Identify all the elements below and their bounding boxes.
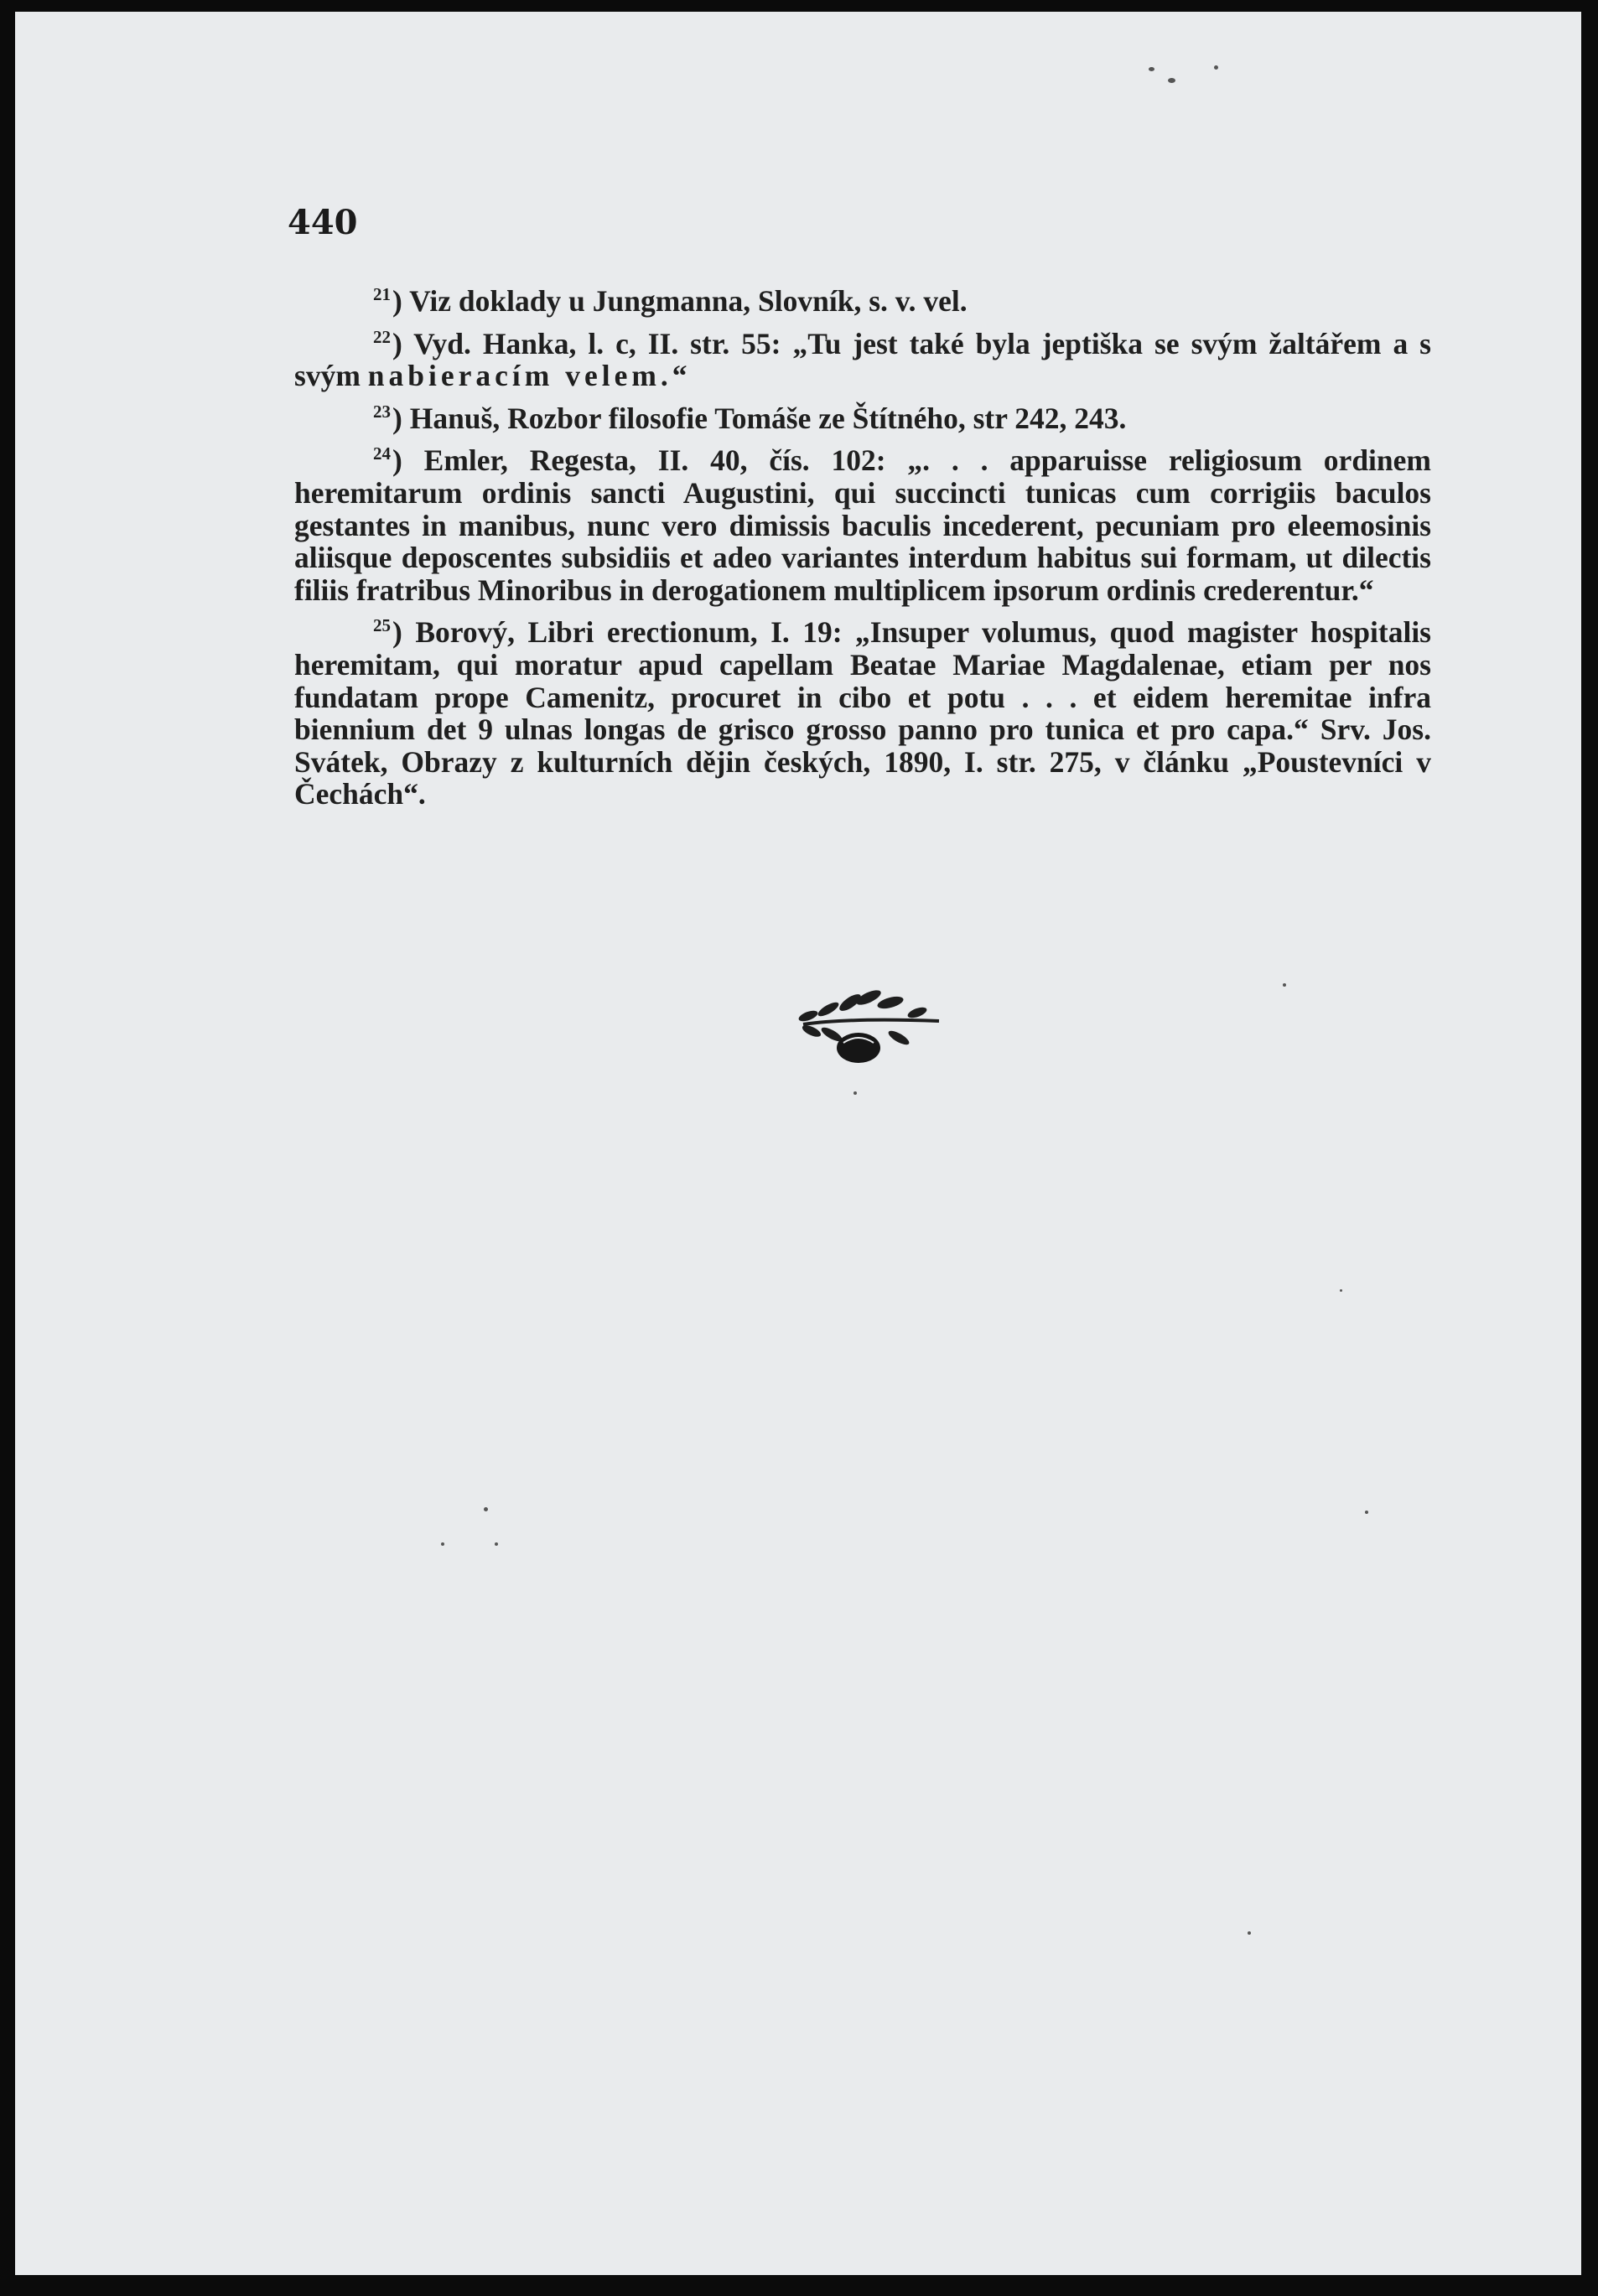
print-speck (1283, 983, 1286, 987)
footnote-mark: 21 (373, 284, 391, 304)
print-speck (441, 1542, 444, 1546)
footnote-text: Hanuš, Rozbor filosofie Tomáše ze Štítného, str 242, 243. (409, 401, 1127, 435)
print-speck (1168, 78, 1175, 83)
print-speck (1340, 1289, 1342, 1292)
leaf-branch-icon (791, 984, 942, 1068)
print-speck (853, 1091, 857, 1095)
footnote-spaced-text: nabieracím velem. (367, 359, 672, 393)
print-speck (495, 1542, 498, 1546)
print-speck (484, 1507, 488, 1511)
footnote-mark: 25 (373, 615, 391, 636)
print-speck (1365, 1511, 1368, 1514)
page-number: 440 (288, 203, 358, 242)
footnote-mark: 23 (373, 401, 391, 422)
footnote-22: $^{22}$) Vyd. Hanka, l. c, II. str. 55: „Tu jest také byla jeptiška se svým žaltářem a s svým nabieracím velem.“ (294, 326, 1431, 393)
footnote-23: $^{23}$) Hanuš, Rozbor filosofie Tomáše ze Štítného, str 242, 243. (373, 401, 1127, 435)
footnote-21: $^{21}$) Viz doklady u Jungmanna, Slovník, s. v. vel. (373, 284, 968, 318)
print-speck (1248, 1931, 1251, 1935)
footnote-mark: 24 (373, 443, 391, 464)
footnote-text: Borový, Libri erectionum, I. 19: „Insuper volumus, quod magister hospitalis heremitam, qui moratur apud capellam Beatae Mariae Magdalenae, etiam per nos fundatam prope Camenitz, procuret in cibo et potu . . . et eidem heremitae infra biennium det 9 ulnas longas de grisco grosso panno pro tunica et pro capa.“ Srv. Jos. Svátek, Obrazy z kulturních dějin českých, 1890, I. str. 275, v článku „Poustevníci v Čechách“. (294, 615, 1431, 811)
footnote-text: Emler, Regesta, II. 40, čís. 102: „. . . apparuisse religiosum ordinem heremitarum ordinis sancti Augustini, qui succincti tunicas cum corrigiis baculos gestantes in manibus, nunc vero dimissis baculis incederent, pecuniam pro eleemosinis aliisque deposcentes subsidiis et adeo variantes interdum habitus sui formam, ut dilectis filiis fratribus Minoribus in derogationem multiplicem ipsorum ordinis crederentur.“ (294, 443, 1431, 607)
footnote-mark: 22 (373, 326, 391, 347)
print-speck (1149, 67, 1154, 71)
print-speck (1214, 65, 1218, 70)
footnote-25: $^{25}$) Borový, Libri erectionum, I. 19: „Insuper volumus, quod magister hospitalis heremitam, qui moratur apud capellam Beatae Mariae Magdalenae, etiam per nos fundatam prope Camenitz, procuret in cibo et potu . . . et eidem heremitae infra biennium det 9 ulnas longas de grisco grosso panno pro tunica et pro capa.“ Srv. Jos. Svátek, Obrazy z kulturních dějin českých, 1890, I. str. 275, v článku „Poustevníci v Čechách“. (294, 615, 1431, 811)
footnotes (294, 278, 1431, 814)
footnote-text-end: “ (672, 359, 687, 393)
document-page (15, 12, 1581, 2275)
footnote-text: Vyd. Hanka, l. c, II. str. 55: „Tu jest také byla jeptiška se svým žaltářem a s svým (294, 326, 1431, 393)
footnote-24: $^{24}$) Emler, Regesta, II. 40, čís. 102: „. . . apparuisse religiosum ordinem heremitarum ordinis sancti Augustini, qui succincti tunicas cum corrigiis baculos gestantes in manibus, nunc vero dimissis baculis incederent, pecuniam pro eleemosinis aliisque deposcentes subsidiis et adeo variantes interdum habitus sui formam, ut dilectis filiis fratribus Minoribus in derogationem multiplicem ipsorum ordinis crederentur.“ (294, 443, 1431, 607)
footnote-text: Viz doklady u Jungmanna, Slovník, s. v. vel. (409, 284, 968, 318)
